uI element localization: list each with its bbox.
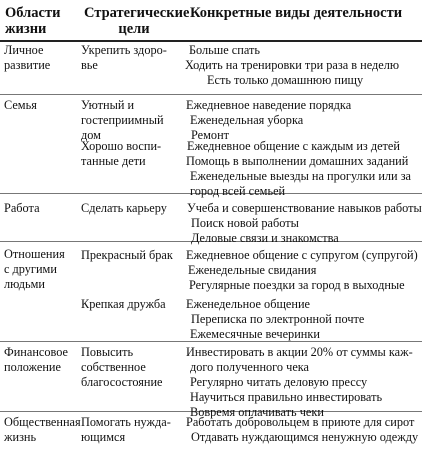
activity-text: Есть только домашнюю пищу <box>207 73 364 87</box>
activity-text: Учеба и совершенствование навыков работы <box>187 201 422 215</box>
goal-text: Прекрасный брак <box>81 248 173 262</box>
goal-text: Помогать нужда- <box>81 415 171 429</box>
activity-text: Работать добровольцем в приюте для сирот <box>186 415 415 429</box>
activity-text: Научиться правильно инвестировать <box>190 390 383 404</box>
activity-text: Переписка по электронной почте <box>191 312 365 326</box>
activity-text: Ежемесячные вечеринки <box>190 327 320 341</box>
goal-text: Укрепить здоро- <box>81 43 167 57</box>
goal-text: Повысить <box>81 345 134 359</box>
goal-text: Хорошо воспи- <box>81 139 162 153</box>
row-divider <box>0 94 422 95</box>
area-text: Общественная <box>4 415 81 429</box>
goal-text: Сделать карьеру <box>81 201 167 215</box>
activity-text: Еженедельные выезды на прогулки или за <box>190 169 412 183</box>
goal-text: гостеприимный <box>81 113 164 127</box>
activity-text: Регулярно читать деловую прессу <box>190 375 368 389</box>
activity-text: Помощь в выполнении домашних заданий <box>186 154 409 168</box>
activity-text: город всей семьей <box>190 184 286 198</box>
goal-text: Крепкая дружба <box>81 297 166 311</box>
goal-text: вье <box>81 58 98 72</box>
goal-text: благосостояние <box>81 375 163 389</box>
header-areas: Области жизни <box>5 5 61 37</box>
activity-text: Еженедельное общение <box>186 297 311 311</box>
activity-text: Ежедневное наведение порядка <box>186 98 352 112</box>
header-goals: Стратегические цели <box>84 5 190 37</box>
area-text: Финансовое <box>4 345 69 359</box>
activity-text: Регулярные поездки за город в выходные <box>189 278 405 292</box>
activity-text: Ежедневное общение с каждым из детей <box>187 139 400 153</box>
header-activities: Конкретные виды деятельности <box>190 5 403 21</box>
area-text: Работа <box>4 201 40 215</box>
goal-text: танные дети <box>81 154 146 168</box>
activity-text: дого полученного чека <box>190 360 310 374</box>
activity-text: Инвестировать в акции 20% от суммы каж- <box>186 345 413 359</box>
table-header <box>0 0 422 42</box>
activity-text: Деловые связи и знакомства <box>191 231 339 245</box>
area-text: Семья <box>4 98 37 112</box>
activity-text: Ремонт <box>191 128 230 142</box>
area-text: Личное <box>4 43 44 57</box>
area-text: людьми <box>4 277 45 291</box>
goal-text: ющимся <box>81 430 126 444</box>
activity-text: Ежедневное общение с супругом (супругой) <box>186 248 418 262</box>
activity-text: Поиск новой работы <box>191 216 299 230</box>
area-text: с другими <box>4 262 57 276</box>
area-text: развитие <box>4 58 51 72</box>
area-text: Отношения <box>4 247 65 261</box>
activity-text: Ходить на тренировки три раза в неделю <box>185 58 400 72</box>
activity-text: Отдавать нуждающимся ненужную одежду <box>191 430 419 444</box>
goal-text: дом <box>81 128 101 142</box>
area-text: жизнь <box>4 430 37 444</box>
goal-text: Уютный и <box>81 98 135 112</box>
activity-text: Вовремя оплачивать чеки <box>190 405 324 419</box>
activity-text: Еженедельные свидания <box>188 263 317 277</box>
activity-text: Больше спать <box>189 43 260 57</box>
goal-text: собственное <box>81 360 146 374</box>
area-text: положение <box>4 360 61 374</box>
activity-text: Еженедельная уборка <box>190 113 304 127</box>
